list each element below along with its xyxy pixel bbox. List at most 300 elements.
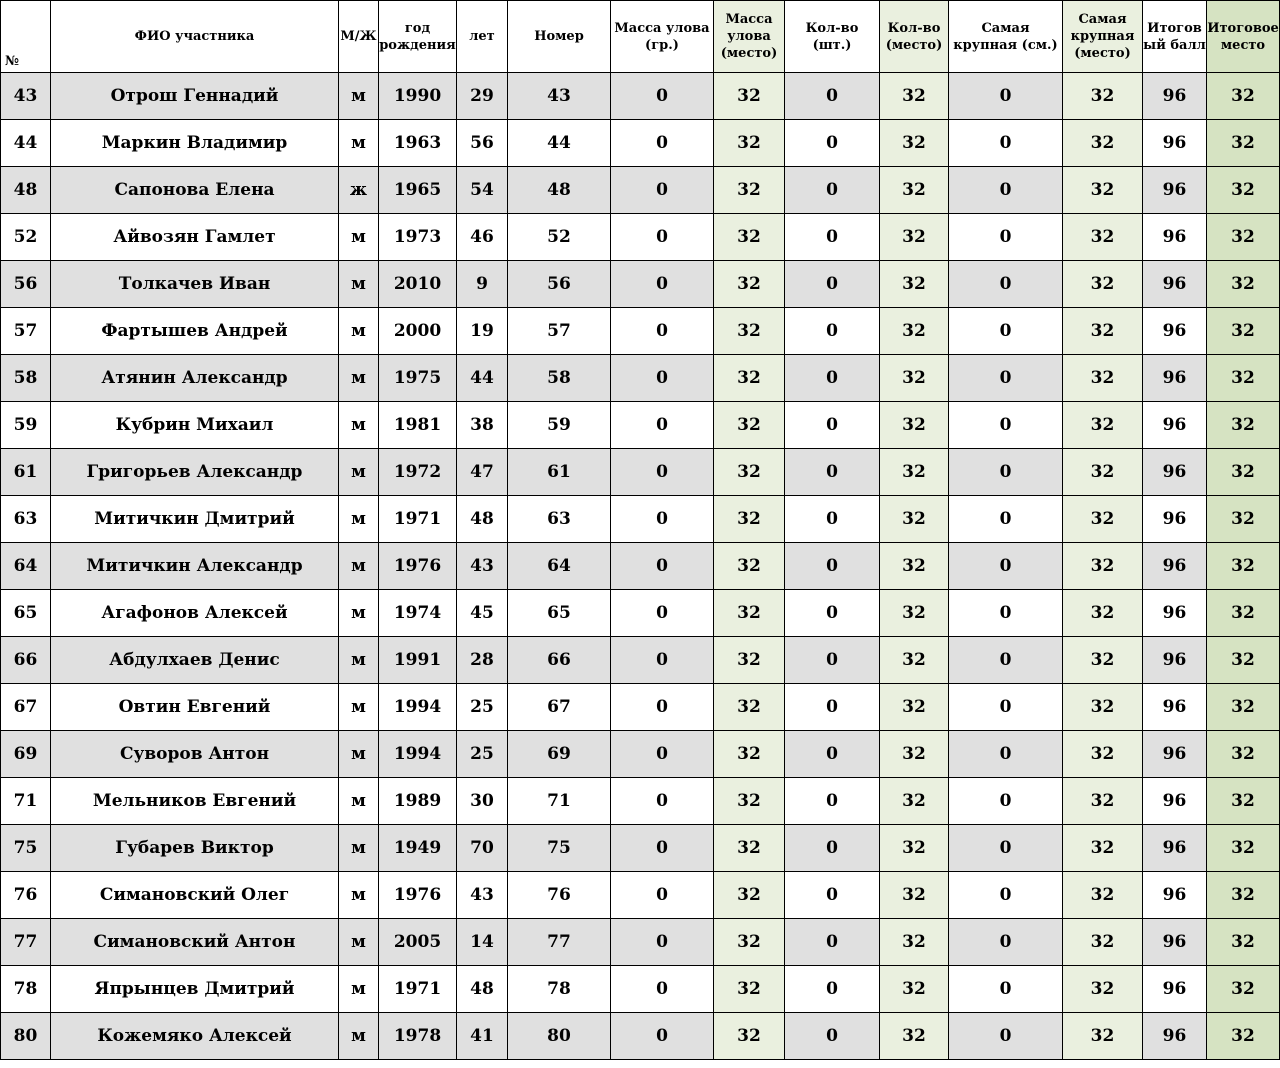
cell-name: Агафонов Алексей — [51, 590, 339, 637]
cell-biggest-place: 32 — [1063, 543, 1143, 590]
cell-biggest: 0 — [949, 214, 1063, 261]
cell-sex: м — [339, 872, 379, 919]
cell-birth-year: 1976 — [379, 872, 457, 919]
cell-biggest: 0 — [949, 543, 1063, 590]
cell-count-place: 32 — [880, 637, 949, 684]
cell-count-place: 32 — [880, 73, 949, 120]
header-biggest-place: Самая крупная (место) — [1063, 1, 1143, 73]
cell-name: Губарев Виктор — [51, 825, 339, 872]
cell-birth-year: 2005 — [379, 919, 457, 966]
cell-age: 14 — [457, 919, 508, 966]
cell-name: Айвозян Гамлет — [51, 214, 339, 261]
cell-catch-mass-place: 32 — [714, 73, 785, 120]
cell-biggest-place: 32 — [1063, 825, 1143, 872]
cell-sex: м — [339, 261, 379, 308]
cell-biggest-place: 32 — [1063, 402, 1143, 449]
cell-birth-year: 2000 — [379, 308, 457, 355]
cell-number: 48 — [508, 167, 611, 214]
cell-catch-mass: 0 — [611, 1013, 714, 1060]
cell-count-place: 32 — [880, 120, 949, 167]
cell-final-place: 32 — [1207, 308, 1280, 355]
cell-num: 61 — [1, 449, 51, 496]
cell-num: 75 — [1, 825, 51, 872]
cell-count: 0 — [785, 261, 880, 308]
cell-sex: м — [339, 637, 379, 684]
cell-count: 0 — [785, 355, 880, 402]
cell-biggest-place: 32 — [1063, 731, 1143, 778]
cell-biggest: 0 — [949, 919, 1063, 966]
cell-catch-mass: 0 — [611, 214, 714, 261]
cell-biggest: 0 — [949, 966, 1063, 1013]
cell-final-place: 32 — [1207, 496, 1280, 543]
cell-biggest-place: 32 — [1063, 590, 1143, 637]
cell-count: 0 — [785, 496, 880, 543]
cell-num: 57 — [1, 308, 51, 355]
table-row — [1, 120, 1280, 167]
cell-birth-year: 1965 — [379, 167, 457, 214]
cell-biggest: 0 — [949, 308, 1063, 355]
cell-final-place: 32 — [1207, 778, 1280, 825]
cell-number: 69 — [508, 731, 611, 778]
cell-sex: м — [339, 543, 379, 590]
cell-total-score: 96 — [1143, 496, 1207, 543]
cell-catch-mass-place: 32 — [714, 355, 785, 402]
cell-age: 48 — [457, 496, 508, 543]
cell-name: Толкачев Иван — [51, 261, 339, 308]
cell-catch-mass-place: 32 — [714, 543, 785, 590]
cell-total-score: 96 — [1143, 590, 1207, 637]
cell-catch-mass-place: 32 — [714, 449, 785, 496]
cell-biggest: 0 — [949, 731, 1063, 778]
cell-count: 0 — [785, 167, 880, 214]
cell-biggest: 0 — [949, 167, 1063, 214]
header-count-place: Кол-во (место) — [880, 1, 949, 73]
cell-biggest-place: 32 — [1063, 778, 1143, 825]
cell-final-place: 32 — [1207, 1013, 1280, 1060]
cell-biggest: 0 — [949, 73, 1063, 120]
cell-age: 48 — [457, 966, 508, 1013]
cell-number: 66 — [508, 637, 611, 684]
cell-final-place: 32 — [1207, 872, 1280, 919]
cell-catch-mass-place: 32 — [714, 590, 785, 637]
cell-catch-mass-place: 32 — [714, 402, 785, 449]
cell-birth-year: 1994 — [379, 684, 457, 731]
cell-catch-mass-place: 32 — [714, 214, 785, 261]
cell-final-place: 32 — [1207, 543, 1280, 590]
cell-final-place: 32 — [1207, 402, 1280, 449]
cell-biggest: 0 — [949, 261, 1063, 308]
cell-count-place: 32 — [880, 684, 949, 731]
cell-birth-year: 1963 — [379, 120, 457, 167]
cell-biggest: 0 — [949, 496, 1063, 543]
cell-count: 0 — [785, 590, 880, 637]
table-row — [1, 214, 1280, 261]
cell-biggest: 0 — [949, 684, 1063, 731]
header-age: лет — [457, 1, 508, 73]
cell-num: 56 — [1, 261, 51, 308]
cell-sex: м — [339, 919, 379, 966]
cell-name: Митичкин Александр — [51, 543, 339, 590]
cell-age: 44 — [457, 355, 508, 402]
cell-count: 0 — [785, 731, 880, 778]
table-row — [1, 261, 1280, 308]
cell-name: Отрош Геннадий — [51, 73, 339, 120]
cell-birth-year: 1994 — [379, 731, 457, 778]
table-row — [1, 684, 1280, 731]
cell-num: 67 — [1, 684, 51, 731]
cell-count: 0 — [785, 120, 880, 167]
cell-count-place: 32 — [880, 308, 949, 355]
cell-num: 48 — [1, 167, 51, 214]
header-catch-mass: Масса улова (гр.) — [611, 1, 714, 73]
cell-count-place: 32 — [880, 261, 949, 308]
cell-biggest: 0 — [949, 355, 1063, 402]
cell-num: 63 — [1, 496, 51, 543]
cell-final-place: 32 — [1207, 825, 1280, 872]
cell-catch-mass-place: 32 — [714, 684, 785, 731]
table-row — [1, 496, 1280, 543]
cell-catch-mass-place: 32 — [714, 637, 785, 684]
cell-count-place: 32 — [880, 872, 949, 919]
cell-name: Кубрин Михаил — [51, 402, 339, 449]
header-num: № — [1, 1, 51, 73]
cell-catch-mass: 0 — [611, 778, 714, 825]
cell-biggest-place: 32 — [1063, 966, 1143, 1013]
cell-name: Кожемяко Алексей — [51, 1013, 339, 1060]
cell-count: 0 — [785, 214, 880, 261]
cell-age: 45 — [457, 590, 508, 637]
cell-count: 0 — [785, 825, 880, 872]
cell-total-score: 96 — [1143, 872, 1207, 919]
cell-biggest: 0 — [949, 402, 1063, 449]
cell-biggest: 0 — [949, 590, 1063, 637]
cell-number: 58 — [508, 355, 611, 402]
cell-name: Овтин Евгений — [51, 684, 339, 731]
cell-number: 76 — [508, 872, 611, 919]
cell-number: 80 — [508, 1013, 611, 1060]
cell-sex: м — [339, 1013, 379, 1060]
cell-biggest: 0 — [949, 1013, 1063, 1060]
table-row — [1, 731, 1280, 778]
cell-final-place: 32 — [1207, 355, 1280, 402]
cell-catch-mass: 0 — [611, 73, 714, 120]
cell-catch-mass-place: 32 — [714, 872, 785, 919]
cell-age: 28 — [457, 637, 508, 684]
cell-count: 0 — [785, 543, 880, 590]
header-biggest: Самая крупная (см.) — [949, 1, 1063, 73]
cell-final-place: 32 — [1207, 261, 1280, 308]
cell-number: 71 — [508, 778, 611, 825]
cell-sex: м — [339, 731, 379, 778]
cell-catch-mass-place: 32 — [714, 966, 785, 1013]
cell-count-place: 32 — [880, 919, 949, 966]
cell-final-place: 32 — [1207, 120, 1280, 167]
cell-total-score: 96 — [1143, 214, 1207, 261]
cell-count-place: 32 — [880, 167, 949, 214]
cell-num: 80 — [1, 1013, 51, 1060]
cell-num: 52 — [1, 214, 51, 261]
cell-catch-mass-place: 32 — [714, 919, 785, 966]
cell-total-score: 96 — [1143, 261, 1207, 308]
cell-name: Атянин Александр — [51, 355, 339, 402]
cell-catch-mass: 0 — [611, 872, 714, 919]
cell-sex: м — [339, 214, 379, 261]
cell-num: 43 — [1, 73, 51, 120]
cell-catch-mass: 0 — [611, 731, 714, 778]
cell-num: 71 — [1, 778, 51, 825]
cell-name: Фартышев Андрей — [51, 308, 339, 355]
cell-catch-mass-place: 32 — [714, 120, 785, 167]
cell-catch-mass-place: 32 — [714, 308, 785, 355]
cell-final-place: 32 — [1207, 73, 1280, 120]
cell-biggest: 0 — [949, 120, 1063, 167]
cell-total-score: 96 — [1143, 684, 1207, 731]
cell-biggest: 0 — [949, 778, 1063, 825]
cell-biggest-place: 32 — [1063, 355, 1143, 402]
cell-final-place: 32 — [1207, 966, 1280, 1013]
cell-biggest: 0 — [949, 825, 1063, 872]
cell-count: 0 — [785, 919, 880, 966]
cell-biggest-place: 32 — [1063, 684, 1143, 731]
cell-final-place: 32 — [1207, 214, 1280, 261]
cell-sex: ж — [339, 167, 379, 214]
cell-catch-mass-place: 32 — [714, 731, 785, 778]
cell-catch-mass-place: 32 — [714, 825, 785, 872]
cell-final-place: 32 — [1207, 449, 1280, 496]
cell-sex: м — [339, 73, 379, 120]
cell-num: 76 — [1, 872, 51, 919]
cell-num: 78 — [1, 966, 51, 1013]
cell-biggest-place: 32 — [1063, 73, 1143, 120]
cell-count-place: 32 — [880, 496, 949, 543]
cell-name: Симановский Олег — [51, 872, 339, 919]
table-row — [1, 355, 1280, 402]
header-count: Кол-во (шт.) — [785, 1, 880, 73]
cell-catch-mass: 0 — [611, 966, 714, 1013]
cell-sex: м — [339, 825, 379, 872]
cell-age: 19 — [457, 308, 508, 355]
cell-num: 77 — [1, 919, 51, 966]
table-row — [1, 1013, 1280, 1060]
cell-age: 43 — [457, 543, 508, 590]
cell-number: 57 — [508, 308, 611, 355]
cell-num: 44 — [1, 120, 51, 167]
cell-age: 25 — [457, 731, 508, 778]
cell-biggest-place: 32 — [1063, 261, 1143, 308]
cell-count-place: 32 — [880, 731, 949, 778]
cell-catch-mass: 0 — [611, 684, 714, 731]
cell-count: 0 — [785, 1013, 880, 1060]
cell-biggest-place: 32 — [1063, 214, 1143, 261]
table-row — [1, 167, 1280, 214]
cell-age: 9 — [457, 261, 508, 308]
cell-biggest-place: 32 — [1063, 1013, 1143, 1060]
cell-count-place: 32 — [880, 778, 949, 825]
cell-biggest: 0 — [949, 449, 1063, 496]
cell-count: 0 — [785, 402, 880, 449]
cell-birth-year: 1972 — [379, 449, 457, 496]
cell-birth-year: 1949 — [379, 825, 457, 872]
header-birth-year: год рождения — [379, 1, 457, 73]
cell-number: 64 — [508, 543, 611, 590]
cell-catch-mass: 0 — [611, 167, 714, 214]
cell-total-score: 96 — [1143, 449, 1207, 496]
cell-sex: м — [339, 684, 379, 731]
cell-total-score: 96 — [1143, 402, 1207, 449]
cell-age: 38 — [457, 402, 508, 449]
cell-final-place: 32 — [1207, 590, 1280, 637]
cell-number: 56 — [508, 261, 611, 308]
cell-count-place: 32 — [880, 543, 949, 590]
cell-biggest: 0 — [949, 637, 1063, 684]
cell-birth-year: 1975 — [379, 355, 457, 402]
cell-catch-mass-place: 32 — [714, 167, 785, 214]
table-row — [1, 543, 1280, 590]
cell-age: 70 — [457, 825, 508, 872]
cell-total-score: 96 — [1143, 637, 1207, 684]
cell-number: 67 — [508, 684, 611, 731]
cell-number: 61 — [508, 449, 611, 496]
cell-count: 0 — [785, 684, 880, 731]
table-row — [1, 308, 1280, 355]
table-row — [1, 402, 1280, 449]
cell-sex: м — [339, 449, 379, 496]
cell-birth-year: 1974 — [379, 590, 457, 637]
cell-count-place: 32 — [880, 966, 949, 1013]
cell-number: 52 — [508, 214, 611, 261]
cell-biggest-place: 32 — [1063, 919, 1143, 966]
cell-count: 0 — [785, 637, 880, 684]
cell-birth-year: 1978 — [379, 1013, 457, 1060]
cell-number: 75 — [508, 825, 611, 872]
cell-catch-mass: 0 — [611, 308, 714, 355]
cell-sex: м — [339, 402, 379, 449]
table-header-row — [1, 1, 1280, 73]
cell-count-place: 32 — [880, 355, 949, 402]
cell-count-place: 32 — [880, 449, 949, 496]
cell-number: 78 — [508, 966, 611, 1013]
cell-count: 0 — [785, 308, 880, 355]
cell-total-score: 96 — [1143, 73, 1207, 120]
cell-birth-year: 1989 — [379, 778, 457, 825]
cell-count-place: 32 — [880, 1013, 949, 1060]
cell-catch-mass-place: 32 — [714, 261, 785, 308]
table-row — [1, 778, 1280, 825]
cell-total-score: 96 — [1143, 120, 1207, 167]
cell-age: 47 — [457, 449, 508, 496]
cell-age: 25 — [457, 684, 508, 731]
table-row — [1, 73, 1280, 120]
cell-age: 54 — [457, 167, 508, 214]
cell-catch-mass: 0 — [611, 496, 714, 543]
cell-name: Суворов Антон — [51, 731, 339, 778]
cell-birth-year: 1976 — [379, 543, 457, 590]
cell-sex: м — [339, 590, 379, 637]
cell-total-score: 96 — [1143, 778, 1207, 825]
cell-num: 58 — [1, 355, 51, 402]
cell-total-score: 96 — [1143, 731, 1207, 778]
cell-total-score: 96 — [1143, 919, 1207, 966]
cell-count: 0 — [785, 966, 880, 1013]
cell-number: 43 — [508, 73, 611, 120]
cell-age: 29 — [457, 73, 508, 120]
cell-birth-year: 1990 — [379, 73, 457, 120]
table-row — [1, 872, 1280, 919]
cell-age: 46 — [457, 214, 508, 261]
cell-num: 59 — [1, 402, 51, 449]
cell-birth-year: 1973 — [379, 214, 457, 261]
cell-count: 0 — [785, 449, 880, 496]
cell-name: Митичкин Дмитрий — [51, 496, 339, 543]
cell-catch-mass: 0 — [611, 825, 714, 872]
cell-catch-mass-place: 32 — [714, 496, 785, 543]
cell-count-place: 32 — [880, 402, 949, 449]
cell-catch-mass: 0 — [611, 449, 714, 496]
header-total-score: Итогов ый балл — [1143, 1, 1207, 73]
header-final-place: Итоговое место — [1207, 1, 1280, 73]
cell-total-score: 96 — [1143, 308, 1207, 355]
cell-age: 56 — [457, 120, 508, 167]
header-catch-mass-place: Масса улова (место) — [714, 1, 785, 73]
cell-sex: м — [339, 120, 379, 167]
table-row — [1, 590, 1280, 637]
table-body — [1, 73, 1280, 1060]
cell-count-place: 32 — [880, 590, 949, 637]
cell-birth-year: 1971 — [379, 496, 457, 543]
cell-catch-mass: 0 — [611, 590, 714, 637]
cell-name: Япрынцев Дмитрий — [51, 966, 339, 1013]
cell-biggest-place: 32 — [1063, 167, 1143, 214]
header-number: Номер — [508, 1, 611, 73]
cell-num: 69 — [1, 731, 51, 778]
cell-total-score: 96 — [1143, 355, 1207, 402]
cell-final-place: 32 — [1207, 167, 1280, 214]
cell-final-place: 32 — [1207, 637, 1280, 684]
cell-catch-mass: 0 — [611, 637, 714, 684]
cell-total-score: 96 — [1143, 1013, 1207, 1060]
cell-num: 66 — [1, 637, 51, 684]
cell-total-score: 96 — [1143, 543, 1207, 590]
cell-age: 30 — [457, 778, 508, 825]
cell-birth-year: 1971 — [379, 966, 457, 1013]
cell-number: 63 — [508, 496, 611, 543]
header-sex: М/Ж — [339, 1, 379, 73]
cell-final-place: 32 — [1207, 684, 1280, 731]
cell-count: 0 — [785, 872, 880, 919]
cell-catch-mass: 0 — [611, 261, 714, 308]
cell-total-score: 96 — [1143, 825, 1207, 872]
cell-count: 0 — [785, 778, 880, 825]
cell-name: Сапонова Елена — [51, 167, 339, 214]
cell-catch-mass: 0 — [611, 402, 714, 449]
cell-catch-mass: 0 — [611, 919, 714, 966]
cell-biggest-place: 32 — [1063, 872, 1143, 919]
table-row — [1, 919, 1280, 966]
cell-biggest-place: 32 — [1063, 496, 1143, 543]
cell-catch-mass: 0 — [611, 120, 714, 167]
cell-name: Абдулхаев Денис — [51, 637, 339, 684]
cell-age: 43 — [457, 872, 508, 919]
cell-number: 59 — [508, 402, 611, 449]
cell-birth-year: 1981 — [379, 402, 457, 449]
table-row — [1, 825, 1280, 872]
cell-sex: м — [339, 355, 379, 402]
cell-age: 41 — [457, 1013, 508, 1060]
cell-count-place: 32 — [880, 825, 949, 872]
cell-sex: м — [339, 308, 379, 355]
cell-number: 65 — [508, 590, 611, 637]
cell-birth-year: 2010 — [379, 261, 457, 308]
